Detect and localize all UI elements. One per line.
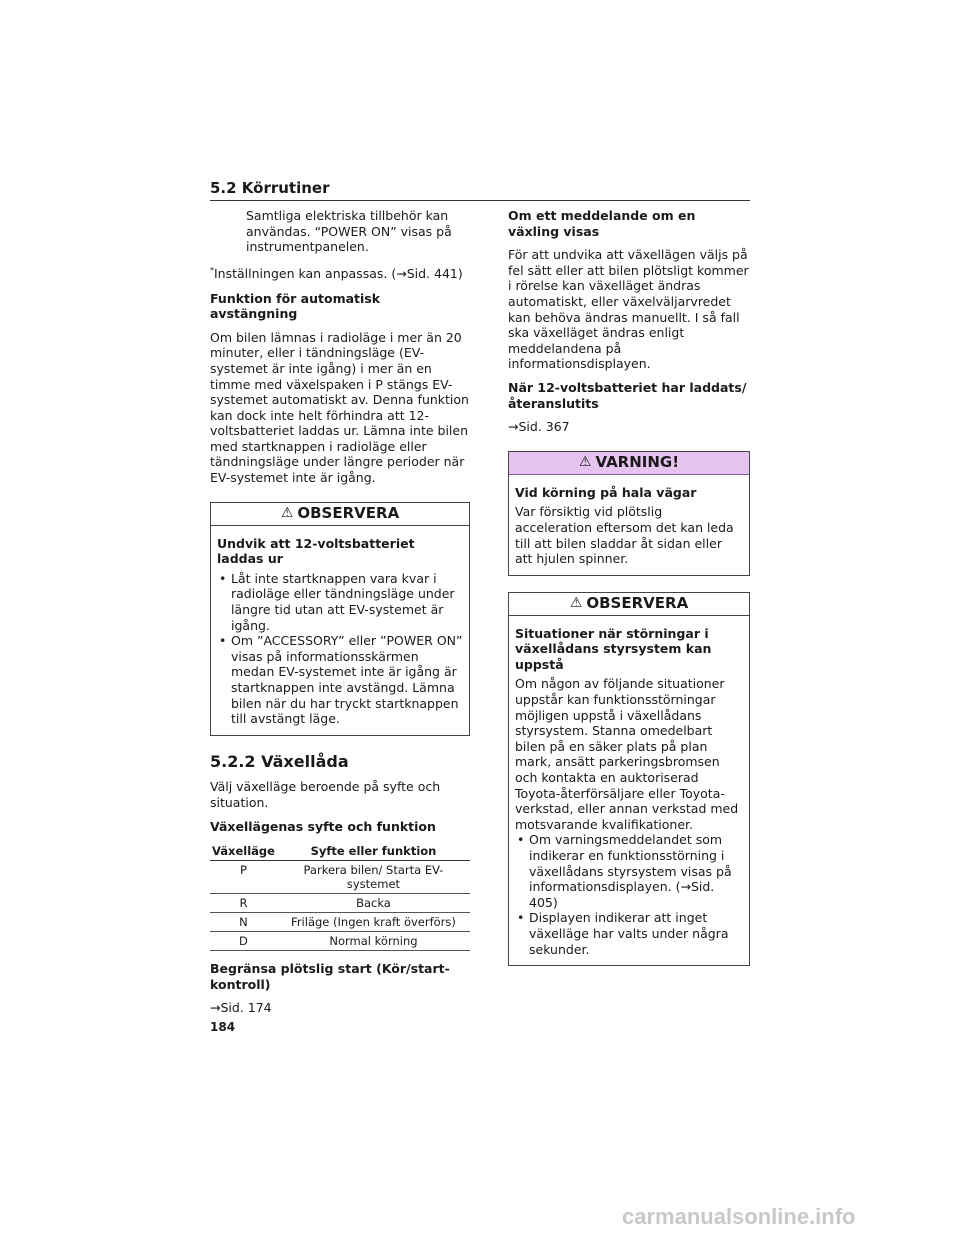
notice-subtitle: Situationer när störningar i växellådans styrsystem kan uppstå [515, 625, 712, 672]
warning-title: VARNING! [595, 452, 680, 471]
list-item: • Om varningsmeddelandet som indikerar en funktionsstörning i växellådans styrsystem visas på informationsdisplayen. (→Sid. 405) [515, 832, 743, 910]
right-column [508, 208, 750, 982]
notice-title: OBSERVERA [586, 593, 689, 612]
notice-body [509, 626, 749, 957]
message-text: För att undvika att växellägen väljs på fel sätt eller att bilen plötsligt kommer i rörelse kan växelläget ändras automatiskt, eller växelväljarvredet kan behöva ändras manuellt. I så fall ska växelläget ändras enligt meddelandena på informationsdisplayen. [508, 247, 749, 372]
warning-box [508, 451, 750, 576]
list-item: • Låt inte startknappen vara kvar i radioläge eller tändningsläge under längre tid utan att EV-systemet är igång. [217, 571, 463, 633]
list-item: • Displayen indikerar att inget växelläge har valts under några sekunder. [515, 910, 743, 957]
warning-subtitle: Vid körning på hala vägar [515, 484, 697, 500]
watermark: carmanualsonline.info [622, 1204, 856, 1229]
notice-header [509, 593, 749, 616]
notice-text: Om någon av följande situationer uppstår kan funktionsstörningar möjligen uppstå i växellådans styrsystem. Stanna omedelbart bilen på en säker plats på plan mark, ansätt parkeringsbromsen och kontakta en auktoriserad Toyota-återförsäljare eller Toyota-verkstad, eller annan verkstad med motsvarande kvalifikationer. [515, 676, 739, 832]
table-header-cell: Syfte eller funktion [277, 842, 470, 861]
section-header [210, 178, 750, 201]
table-header-row [210, 842, 470, 861]
table-row [210, 932, 470, 951]
table-row [210, 894, 470, 913]
notice-body [211, 536, 469, 727]
table-cell: Backa [277, 894, 470, 913]
notice-bullets [217, 571, 463, 727]
warning-body [509, 485, 749, 567]
table-row [210, 861, 470, 894]
warning-header [509, 452, 749, 475]
alert-triangle-icon: ⚠ [280, 504, 294, 521]
table-header-cell: Växelläge [210, 842, 277, 861]
alert-triangle-icon: ⚠ [578, 453, 592, 470]
table-cell: D [210, 932, 277, 951]
section-intro: Välj växelläge beroende på syfte och situation. [210, 779, 441, 810]
footnote-text: Inställningen kan anpassas. (→Sid. 441) [214, 265, 463, 281]
battery-ref: →Sid. 367 [508, 419, 570, 435]
table-heading: Växellägenas syfte och funktion [210, 818, 436, 834]
page-number: 184 [210, 1020, 236, 1034]
notice-box-transmission [508, 592, 750, 966]
intro-text: Samtliga elektriska tillbehör kan användas. “POWER ON” visas på instrumentpanelen. [246, 208, 452, 255]
section-heading: 5.2.2 Växellåda [210, 751, 349, 771]
gear-table [210, 842, 470, 951]
battery-heading: När 12-voltsbatteriet har laddats/återanslutits [508, 379, 747, 411]
auto-off-heading: Funktion för automatisk avstängning [210, 290, 381, 322]
notice-box-battery [210, 502, 470, 736]
table-row [210, 913, 470, 932]
footnote [210, 263, 470, 282]
list-item: • Om ”ACCESSORY” eller ”POWER ON” visas på informationsskärmen medan EV-systemet inte är igång är startknappen inte avstängd. Lämna bilen när du har tryckt startknappen till avstängt läge. [217, 633, 463, 727]
table-cell: P [210, 861, 277, 894]
left-column [210, 208, 470, 1024]
table-cell: Friläge (Ingen kraft överförs) [277, 913, 470, 932]
table-cell: Parkera bilen/ Starta EV-systemet [277, 861, 470, 894]
footnote-mark: * [210, 265, 214, 275]
start-heading: Begränsa plötslig start (Kör/start-kontroll) [210, 961, 450, 992]
notice-subtitle: Undvik att 12-voltsbatteriet laddas ur [217, 535, 415, 567]
notice-bullets [515, 832, 743, 957]
auto-off-text: Om bilen lämnas i radioläge i mer än 20 minuter, eller i tändningsläge (EV-systemet är inte igång) i mer än en timme med växelspaken i P stängs EV-systemet automatiskt av. Denna funktion kan dock inte helt förhindra att 12-voltsbatteriet laddas ur. Lämna inte bilen med startknappen i radioläge eller tändningsläge under längre perioder när EV-systemet inte är igång. [210, 329, 469, 486]
table-cell: N [210, 913, 277, 932]
table-cell: R [210, 894, 277, 913]
section-title: 5.2 Körrutiner [210, 179, 330, 197]
warning-text: Var försiktig vid plötslig acceleration eftersom det kan leda till att bilen sladdar åt sidan eller att hjulen spinner. [515, 504, 734, 567]
notice-header [211, 503, 469, 526]
alert-triangle-icon: ⚠ [569, 594, 583, 611]
start-ref: →Sid. 174 [210, 1000, 272, 1016]
table-cell: Normal körning [277, 932, 470, 951]
message-heading: Om ett meddelande om en växling visas [508, 208, 696, 239]
notice-title: OBSERVERA [297, 503, 400, 522]
